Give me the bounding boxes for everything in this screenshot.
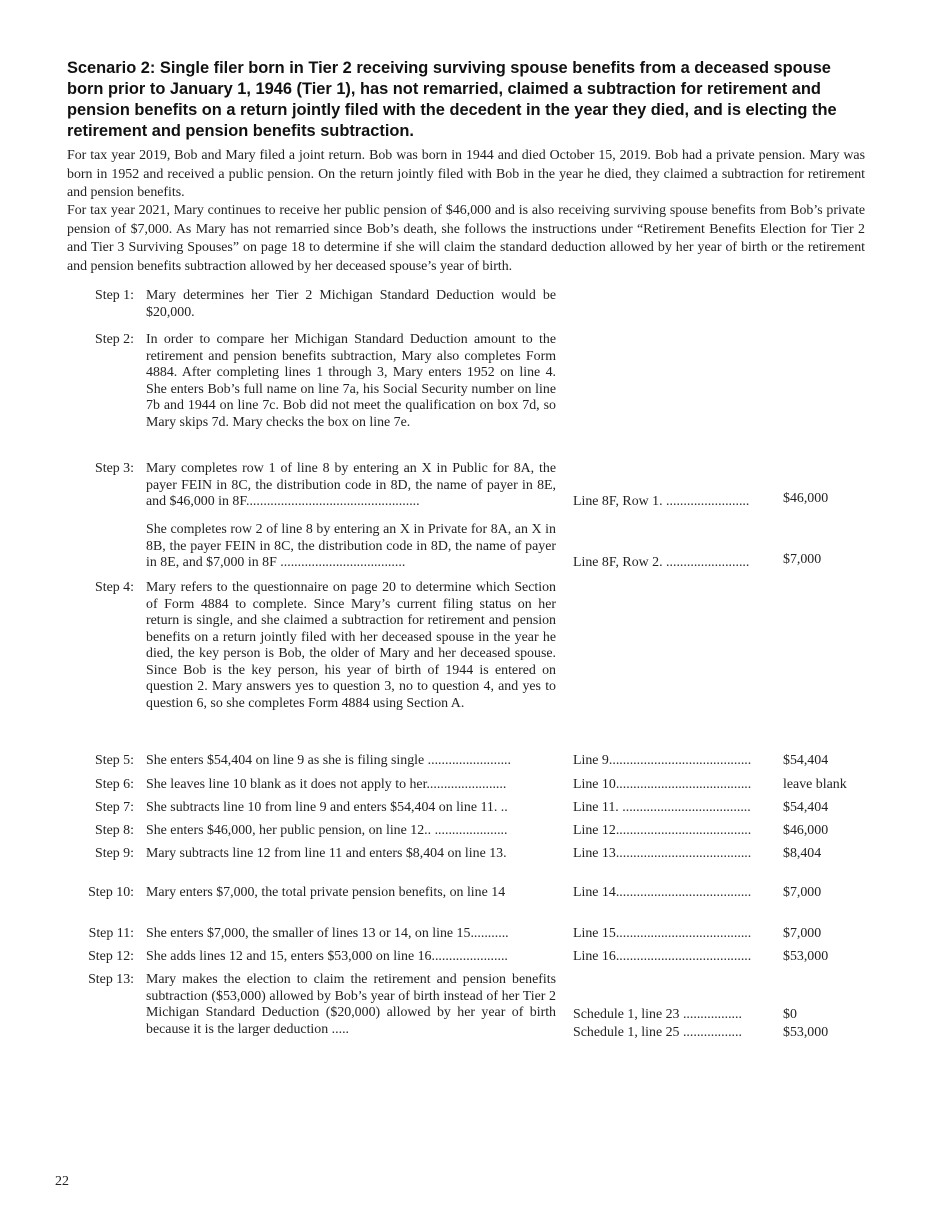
- step-text: She completes row 2 of line 8 by entering an X in Private for 8A, an X in 8B, the payer FEIN in 8C, the distribution code in 8D, the name of payer in 8E, and $7,000 in 8F ....................................: [146, 522, 556, 570]
- line-reference: Line 10.......................................: [573, 777, 752, 792]
- line-reference: Line 8F, Row 2. ........................: [573, 555, 750, 570]
- line-amount: $0: [783, 1007, 797, 1022]
- step-label: Step 4:: [95, 580, 134, 595]
- intro-paragraph-2: For tax year 2021, Mary continues to receive her public pension of $46,000 and is also receiving surviving spouse benefits from Bob’s private pension of $7,000. As Mary has not remarried since Bob’s death, she follows the instructions under “Retirement Benefits Election for Tier 2 and Tier 3 Surviving Spouses” on page 18 to determine if she will claim the standard deduction allowed by her year of birth or the retirement and pension benefits subtraction allowed by her deceased spouse’s year of birth.: [67, 203, 865, 274]
- step-label: Step 8:: [95, 823, 134, 838]
- step-text: She enters $54,404 on line 9 as she is filing single ........................: [146, 753, 511, 768]
- step-text: Mary completes row 1 of line 8 by entering an X in Public for 8A, the payer FEIN in 8C, the distribution code in 8D, the name of payer in 8E, and $46,000 in 8F..................................................: [146, 461, 556, 509]
- line-reference-2: Schedule 1, line 25 .................: [573, 1025, 742, 1040]
- step-label: Step 5:: [95, 753, 134, 768]
- line-reference: Line 8F, Row 1. ........................: [573, 494, 750, 509]
- step-text: Mary makes the election to claim the retirement and pension benefits subtraction ($53,000) allowed by Bob’s year of birth instead of her Tier 2 Michigan Standard Deduction ($20,000) allowed by her year of birth because it is the larger deduction .....: [146, 972, 556, 1037]
- step-label: Step 13:: [88, 972, 134, 987]
- step-text: Mary subtracts line 12 from line 11 and enters $8,404 on line 13.: [146, 846, 507, 861]
- step-text: She leaves line 10 blank as it does not apply to her.......................: [146, 777, 507, 792]
- step-label: Step 1:: [95, 288, 134, 303]
- step-text: In order to compare her Michigan Standard Deduction amount to the retirement and pension benefits subtraction, Mary also completes Form 4884. After completing lines 1 through 3, Mary enters 1952 on line 4. She enters Bob’s full name on line 7a, his Social Security number on line 7b and 1944 on line 7c. Bob did not meet the qualification on box 7d, so Mary skips 7d. Mary checks the box on line 7e.: [146, 332, 556, 430]
- line-amount-2: $53,000: [783, 1025, 829, 1040]
- step-label: Step 9:: [95, 846, 134, 861]
- line-reference: Schedule 1, line 23 .................: [573, 1007, 742, 1022]
- page-number: 22: [55, 1174, 69, 1189]
- line-amount: $46,000: [783, 491, 829, 506]
- line-amount: $7,000: [783, 552, 822, 567]
- step-label: Step 6:: [95, 777, 134, 792]
- line-amount: $46,000: [783, 823, 829, 838]
- step-label: Step 3:: [95, 461, 134, 476]
- step-label: Step 10:: [88, 885, 134, 900]
- step-text: Mary enters $7,000, the total private pension benefits, on line 14: [146, 885, 506, 900]
- step-label: Step 12:: [88, 949, 134, 964]
- line-reference: Line 15.......................................: [573, 926, 752, 941]
- line-reference: Line 13.......................................: [573, 846, 752, 861]
- step-label: Step 7:: [95, 800, 134, 815]
- step-text: Mary determines her Tier 2 Michigan Standard Deduction would be $20,000.: [146, 288, 556, 320]
- line-amount: $53,000: [783, 949, 829, 964]
- step-label: Step 2:: [95, 332, 134, 347]
- intro-paragraph-1: For tax year 2019, Bob and Mary filed a joint return. Bob was born in 1944 and died October 15, 2019. Bob had a private pension. Mary was born in 1952 and received a public pension. On the return jointly filed with Bob in the year he died, they claimed a subtraction for retirement and pension benefits.: [67, 148, 865, 200]
- line-amount: $54,404: [783, 753, 829, 768]
- step-label: Step 11:: [88, 926, 134, 941]
- line-reference: Line 14.......................................: [573, 885, 752, 900]
- line-reference: Line 12.......................................: [573, 823, 752, 838]
- line-amount: $8,404: [783, 846, 822, 861]
- line-amount: $54,404: [783, 800, 829, 815]
- step-text: She subtracts line 10 from line 9 and enters $54,404 on line 11. ..: [146, 800, 508, 815]
- line-reference: Line 11. .....................................: [573, 800, 751, 815]
- line-reference: Line 16.......................................: [573, 949, 752, 964]
- step-text: She enters $46,000, her public pension, on line 12.. .....................: [146, 823, 508, 838]
- line-amount: leave blank: [783, 777, 847, 792]
- scenario-title: Scenario 2: Single filer born in Tier 2 receiving surviving spouse benefits from a deceased spouse born prior to January 1, 1946 (Tier 1), has not remarried, claimed a subtraction for retirement and pension benefits on a return jointly filed with the decedent in the year they died, and is electing the retirement and pension benefits subtraction.: [67, 59, 837, 140]
- line-reference: Line 9.........................................: [573, 753, 752, 768]
- line-amount: $7,000: [783, 926, 822, 941]
- step-text: She enters $7,000, the smaller of lines 13 or 14, on line 15...........: [146, 926, 509, 941]
- step-text: Mary refers to the questionnaire on page 20 to determine which Section of Form 4884 to complete. Since Mary’s current filing status on her return is single, and she claimed a subtraction for retirement and pension benefits on a return jointly filed with her deceased spouse in the year he died, the key person is Bob, the older of Mary and her deceased spouse. Since Bob is the key person, his year of birth of 1944 is entered on question 2. Mary answers yes to question 3, no to question 4, and yes to question 6, so she completes Form 4884 using Section A.: [146, 580, 556, 711]
- step-text: She adds lines 12 and 15, enters $53,000 on line 16......................: [146, 949, 508, 964]
- line-amount: $7,000: [783, 885, 822, 900]
